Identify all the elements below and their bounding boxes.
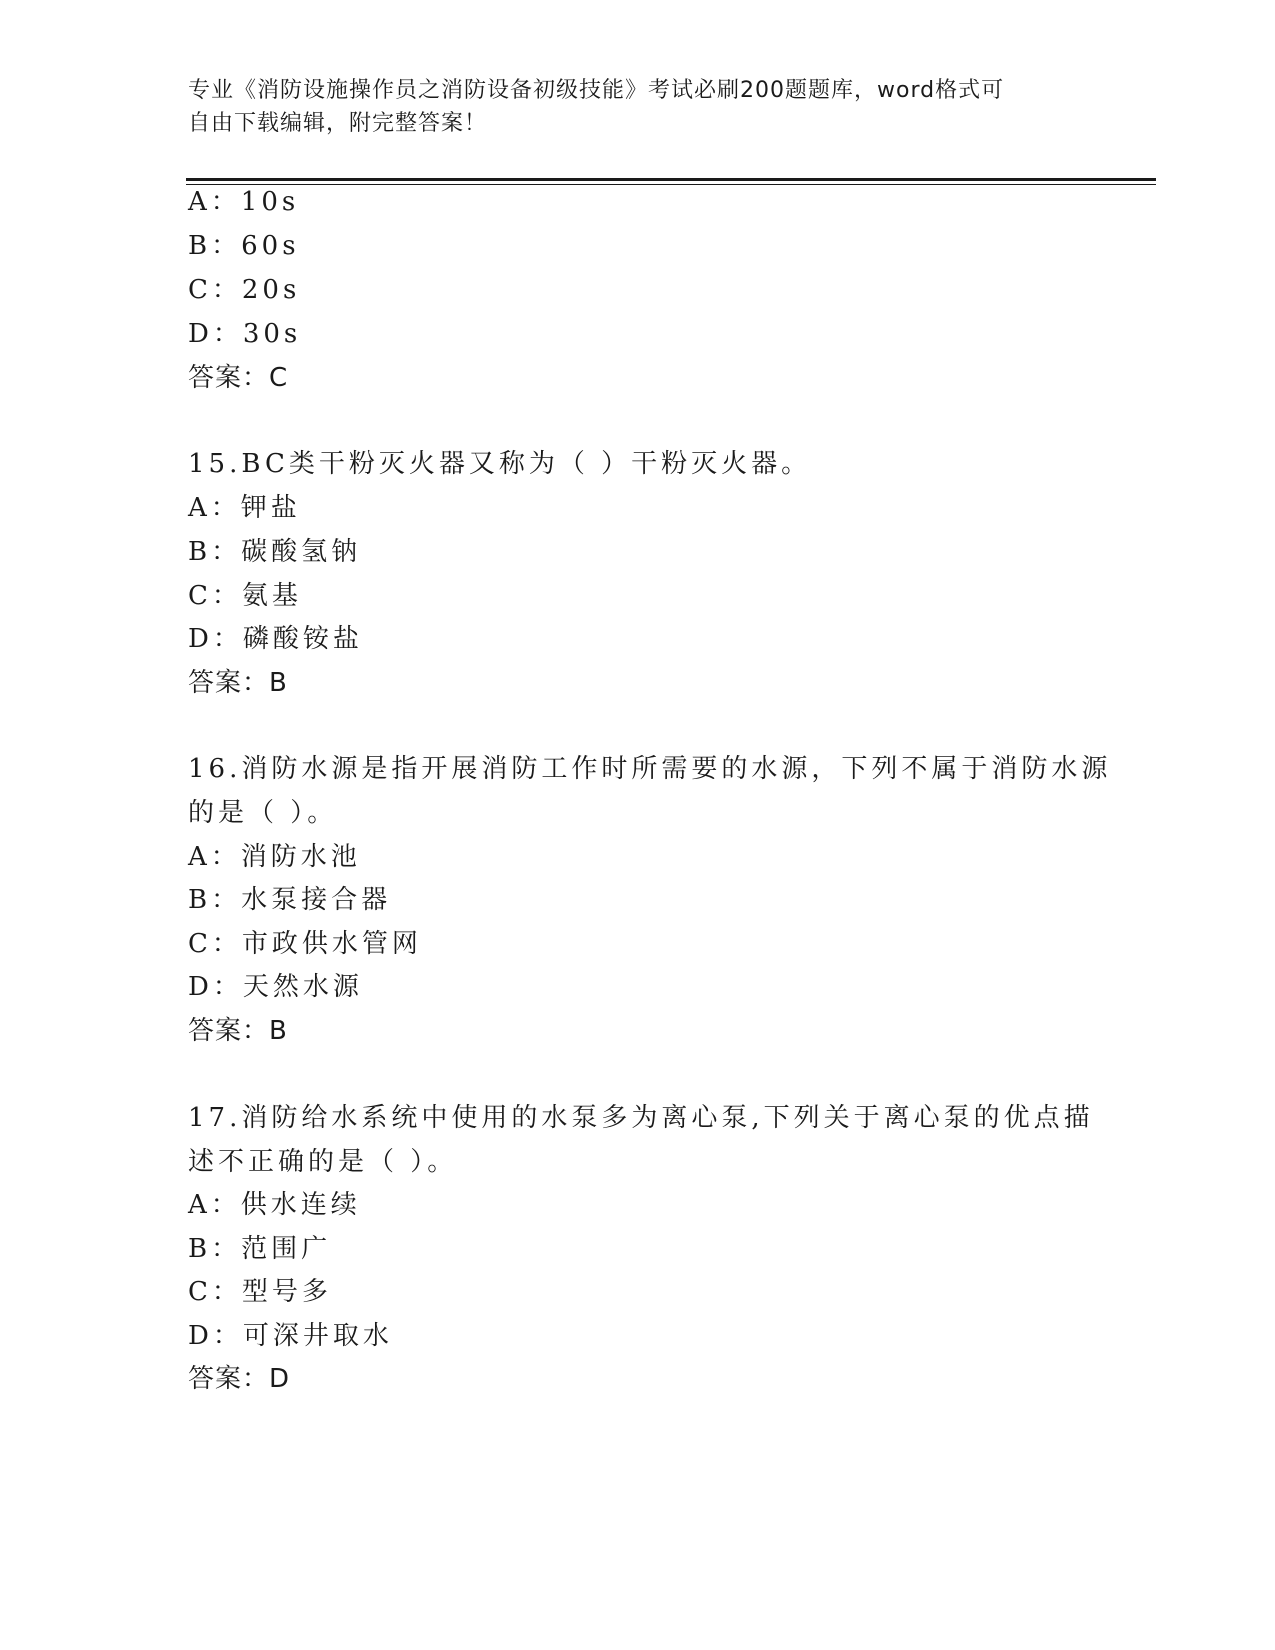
header-line-1: 专业《消防设施操作员之消防设备初级技能》考试必刷200题题库，word格式可	[188, 78, 1005, 103]
q14-option-d: D：30s	[188, 319, 302, 349]
q14-option-a: A：10s	[188, 187, 300, 217]
document-header	[188, 74, 1088, 140]
q14-option-c: C：20s	[188, 275, 301, 305]
q17-option-c: C：型号多	[188, 1277, 332, 1307]
q16-option-c: C：市政供水管网	[188, 929, 422, 959]
q15-stem: 15.BC类干粉灭火器又称为（ ）干粉灭火器。	[188, 449, 812, 479]
q17-stem-line-2: 述不正确的是（ ）。	[188, 1147, 458, 1177]
q15-option-b: B：碳酸氢钠	[188, 537, 362, 567]
q14-answer: 答案：C	[188, 363, 289, 393]
q15-answer: 答案：B	[188, 668, 288, 698]
header-rule-thin	[186, 184, 1156, 185]
q14-option-b: B：60s	[188, 231, 300, 261]
q17-stem-line-1: 17.消防给水系统中使用的水泵多为离心泵,下列关于离心泵的优点描	[188, 1103, 1094, 1133]
q15-option-c: C：氨基	[188, 581, 302, 611]
q16-option-d: D：天然水源	[188, 972, 363, 1002]
q15-option-d: D：磷酸铵盐	[188, 624, 363, 654]
q16-option-b: B：水泵接合器	[188, 885, 392, 915]
q17-option-d: D：可深井取水	[188, 1321, 393, 1351]
header-rule-thick	[186, 178, 1156, 181]
q15-option-a: A：钾盐	[188, 493, 301, 523]
header-line-2: 自由下载编辑，附完整答案！	[188, 111, 488, 136]
q16-stem-line-1: 16.消防水源是指开展消防工作时所需要的水源，下列不属于消防水源	[188, 754, 1112, 784]
q16-answer: 答案：B	[188, 1016, 288, 1046]
q16-stem-line-2: 的是（ ）。	[188, 798, 338, 828]
q17-option-a: A：供水连续	[188, 1190, 361, 1220]
q17-answer: 答案：D	[188, 1364, 291, 1394]
q17-option-b: B：范围广	[188, 1234, 332, 1264]
q16-option-a: A：消防水池	[188, 842, 361, 872]
